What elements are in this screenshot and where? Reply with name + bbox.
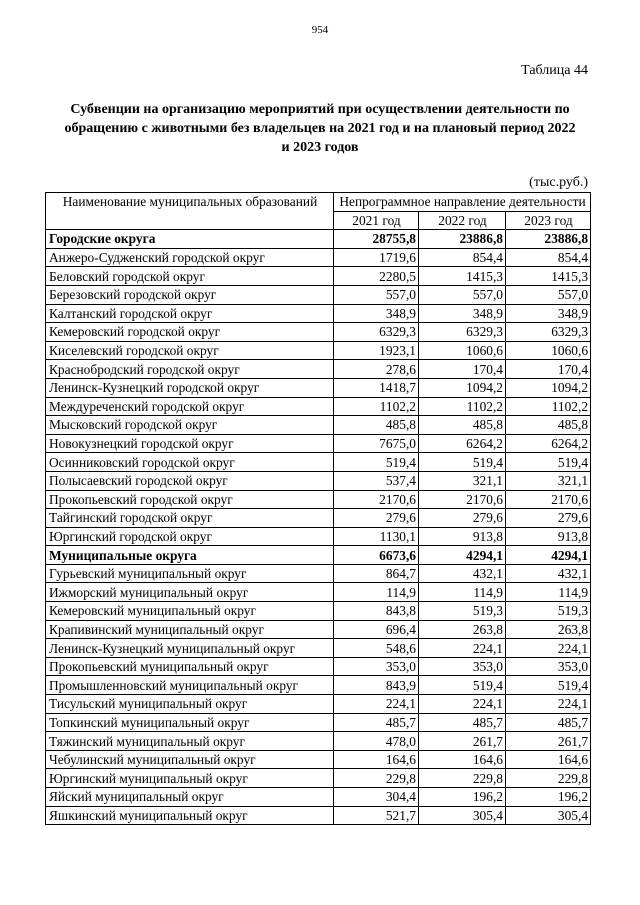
municipality-name-cell: Новокузнецкий городской округ [46,434,334,453]
value-2022-cell: 485,8 [419,416,506,435]
table-row [46,416,591,435]
value-2023-cell: 261,7 [506,732,591,751]
value-2021-cell: 537,4 [334,471,419,490]
value-2023-cell: 170,4 [506,360,591,379]
table-row [46,527,591,546]
value-2022-cell: 519,3 [419,602,506,621]
value-2021-cell: 279,6 [334,509,419,528]
value-2022-cell: 854,4 [419,248,506,267]
table-row [46,564,591,583]
table-row [46,323,591,342]
table-row [46,397,591,416]
value-2023-cell: 224,1 [506,695,591,714]
municipality-name-cell: Топкинский муниципальный округ [46,713,334,732]
municipality-name-cell: Крапивинский муниципальный округ [46,620,334,639]
value-2021-cell: 843,9 [334,676,419,695]
municipality-name-cell: Анжеро-Судженский городской округ [46,248,334,267]
column-header-2022: 2022 год [419,211,506,230]
value-2022-cell: 519,4 [419,453,506,472]
municipality-name-cell: Осинниковский городской округ [46,453,334,472]
value-2022-cell: 263,8 [419,620,506,639]
value-2022-cell: 353,0 [419,657,506,676]
municipality-name-cell: Тайгинский городской округ [46,509,334,528]
value-2023-cell: 432,1 [506,564,591,583]
value-2023-cell: 1102,2 [506,397,591,416]
table-subtotal-row [46,546,591,565]
value-2022-cell: 23886,8 [419,230,506,249]
value-2021-cell: 224,1 [334,695,419,714]
value-2022-cell: 1415,3 [419,267,506,286]
value-2021-cell: 478,0 [334,732,419,751]
table-row [46,285,591,304]
value-2023-cell: 485,7 [506,713,591,732]
value-2023-cell: 114,9 [506,583,591,602]
municipality-name-cell: Кемеровский городской округ [46,323,334,342]
value-2021-cell: 1102,2 [334,397,419,416]
municipality-name-cell: Краснобродский городской округ [46,360,334,379]
value-2021-cell: 521,7 [334,806,419,825]
municipality-name-cell: Кемеровский муниципальный округ [46,602,334,621]
value-2022-cell: 519,4 [419,676,506,695]
value-2023-cell: 23886,8 [506,230,591,249]
municipality-name-cell: Полысаевский городской округ [46,471,334,490]
value-2021-cell: 1923,1 [334,341,419,360]
value-2023-cell: 1415,3 [506,267,591,286]
value-2021-cell: 1719,6 [334,248,419,267]
value-2023-cell: 321,1 [506,471,591,490]
value-2022-cell: 1102,2 [419,397,506,416]
value-2021-cell: 1130,1 [334,527,419,546]
value-2021-cell: 348,9 [334,304,419,323]
value-2021-cell: 1418,7 [334,378,419,397]
table-row [46,788,591,807]
value-2021-cell: 278,6 [334,360,419,379]
table-row [46,509,591,528]
municipality-name-cell: Городские округа [46,230,334,249]
table-row [46,341,591,360]
value-2022-cell: 913,8 [419,527,506,546]
value-2023-cell: 485,8 [506,416,591,435]
value-2023-cell: 519,4 [506,453,591,472]
page-number: 954 [311,24,329,36]
value-2023-cell: 557,0 [506,285,591,304]
value-2023-cell: 305,4 [506,806,591,825]
column-header-name: Наименование муниципальных образований [46,193,334,230]
table-row [46,490,591,509]
value-2022-cell: 348,9 [419,304,506,323]
value-2022-cell: 432,1 [419,564,506,583]
value-2023-cell: 1094,2 [506,378,591,397]
table-subtotal-row [46,230,591,249]
table-row [46,639,591,658]
value-2022-cell: 485,7 [419,713,506,732]
value-2021-cell: 7675,0 [334,434,419,453]
municipality-name-cell: Междуреченский городской округ [46,397,334,416]
municipality-name-cell: Яшкинский муниципальный округ [46,806,334,825]
value-2023-cell: 263,8 [506,620,591,639]
value-2023-cell: 4294,1 [506,546,591,565]
column-header-2021: 2021 год [334,211,419,230]
value-2021-cell: 696,4 [334,620,419,639]
value-2023-cell: 196,2 [506,788,591,807]
value-2023-cell: 2170,6 [506,490,591,509]
value-2023-cell: 164,6 [506,750,591,769]
value-2023-cell: 519,4 [506,676,591,695]
table-row [46,620,591,639]
table-row [46,248,591,267]
value-2021-cell: 864,7 [334,564,419,583]
value-2022-cell: 114,9 [419,583,506,602]
value-2023-cell: 279,6 [506,509,591,528]
value-2022-cell: 261,7 [419,732,506,751]
municipality-name-cell: Тисульский муниципальный округ [46,695,334,714]
table-row [46,471,591,490]
value-2022-cell: 170,4 [419,360,506,379]
table-row [46,304,591,323]
table-row [46,583,591,602]
value-2022-cell: 305,4 [419,806,506,825]
column-header-group: Непрограммное направление деятельности [334,193,591,212]
units-label: (тыс.руб.) [529,175,588,190]
value-2023-cell: 224,1 [506,639,591,658]
value-2022-cell: 6329,3 [419,323,506,342]
municipality-name-cell: Прокопьевский городской округ [46,490,334,509]
value-2021-cell: 2170,6 [334,490,419,509]
value-2021-cell: 485,7 [334,713,419,732]
value-2022-cell: 557,0 [419,285,506,304]
municipality-name-cell: Прокопьевский муниципальный округ [46,657,334,676]
header-row [46,193,591,212]
subsidies-table [45,192,591,825]
value-2021-cell: 6673,6 [334,546,419,565]
value-2021-cell: 843,8 [334,602,419,621]
table-row [46,695,591,714]
value-2022-cell: 224,1 [419,695,506,714]
value-2021-cell: 485,8 [334,416,419,435]
municipality-name-cell: Яйский муниципальный округ [46,788,334,807]
value-2021-cell: 557,0 [334,285,419,304]
value-2021-cell: 28755,8 [334,230,419,249]
value-2021-cell: 229,8 [334,769,419,788]
value-2021-cell: 114,9 [334,583,419,602]
value-2021-cell: 548,6 [334,639,419,658]
value-2022-cell: 1094,2 [419,378,506,397]
value-2023-cell: 519,3 [506,602,591,621]
value-2023-cell: 353,0 [506,657,591,676]
municipality-name-cell: Промышленновский муниципальный округ [46,676,334,695]
table-row [46,732,591,751]
municipality-name-cell: Чебулинский муниципальный округ [46,750,334,769]
column-header-2023: 2023 год [506,211,591,230]
municipality-name-cell: Юргинский городской округ [46,527,334,546]
table-label: Таблица 44 [521,63,588,78]
document-title: Субвенции на организацию мероприятий при осуществлении деятельности по обращению с животными без владельцев на 2021 год и на плановый период 2022 и 2023 годов [64,102,576,155]
municipality-name-cell: Муниципальные округа [46,546,334,565]
table-row [46,434,591,453]
table-row [46,453,591,472]
value-2022-cell: 279,6 [419,509,506,528]
value-2023-cell: 854,4 [506,248,591,267]
value-2023-cell: 229,8 [506,769,591,788]
value-2023-cell: 348,9 [506,304,591,323]
value-2021-cell: 2280,5 [334,267,419,286]
table-row [46,713,591,732]
table-row [46,769,591,788]
value-2022-cell: 224,1 [419,639,506,658]
value-2022-cell: 164,6 [419,750,506,769]
value-2023-cell: 6329,3 [506,323,591,342]
municipality-name-cell: Беловский городской округ [46,267,334,286]
value-2022-cell: 2170,6 [419,490,506,509]
table-row [46,657,591,676]
table-row [46,378,591,397]
table-row [46,602,591,621]
municipality-name-cell: Ижморский муниципальный округ [46,583,334,602]
value-2023-cell: 6264,2 [506,434,591,453]
table-row [46,676,591,695]
municipality-name-cell: Калтанский городской округ [46,304,334,323]
table-row [46,267,591,286]
municipality-name-cell: Березовский городской округ [46,285,334,304]
table-body [46,230,591,825]
table-row [46,806,591,825]
municipality-name-cell: Ленинск-Кузнецкий муниципальный округ [46,639,334,658]
table-row [46,360,591,379]
value-2022-cell: 229,8 [419,769,506,788]
value-2023-cell: 913,8 [506,527,591,546]
municipality-name-cell: Гурьевский муниципальный округ [46,564,334,583]
municipality-name-cell: Киселевский городской округ [46,341,334,360]
value-2022-cell: 1060,6 [419,341,506,360]
value-2022-cell: 4294,1 [419,546,506,565]
table-row [46,750,591,769]
value-2021-cell: 164,6 [334,750,419,769]
value-2023-cell: 1060,6 [506,341,591,360]
municipality-name-cell: Ленинск-Кузнецкий городской округ [46,378,334,397]
municipality-name-cell: Тяжинский муниципальный округ [46,732,334,751]
value-2021-cell: 304,4 [334,788,419,807]
municipality-name-cell: Мысковский городской округ [46,416,334,435]
municipality-name-cell: Юргинский муниципальный округ [46,769,334,788]
value-2021-cell: 6329,3 [334,323,419,342]
value-2022-cell: 6264,2 [419,434,506,453]
value-2022-cell: 321,1 [419,471,506,490]
value-2021-cell: 519,4 [334,453,419,472]
value-2022-cell: 196,2 [419,788,506,807]
value-2021-cell: 353,0 [334,657,419,676]
